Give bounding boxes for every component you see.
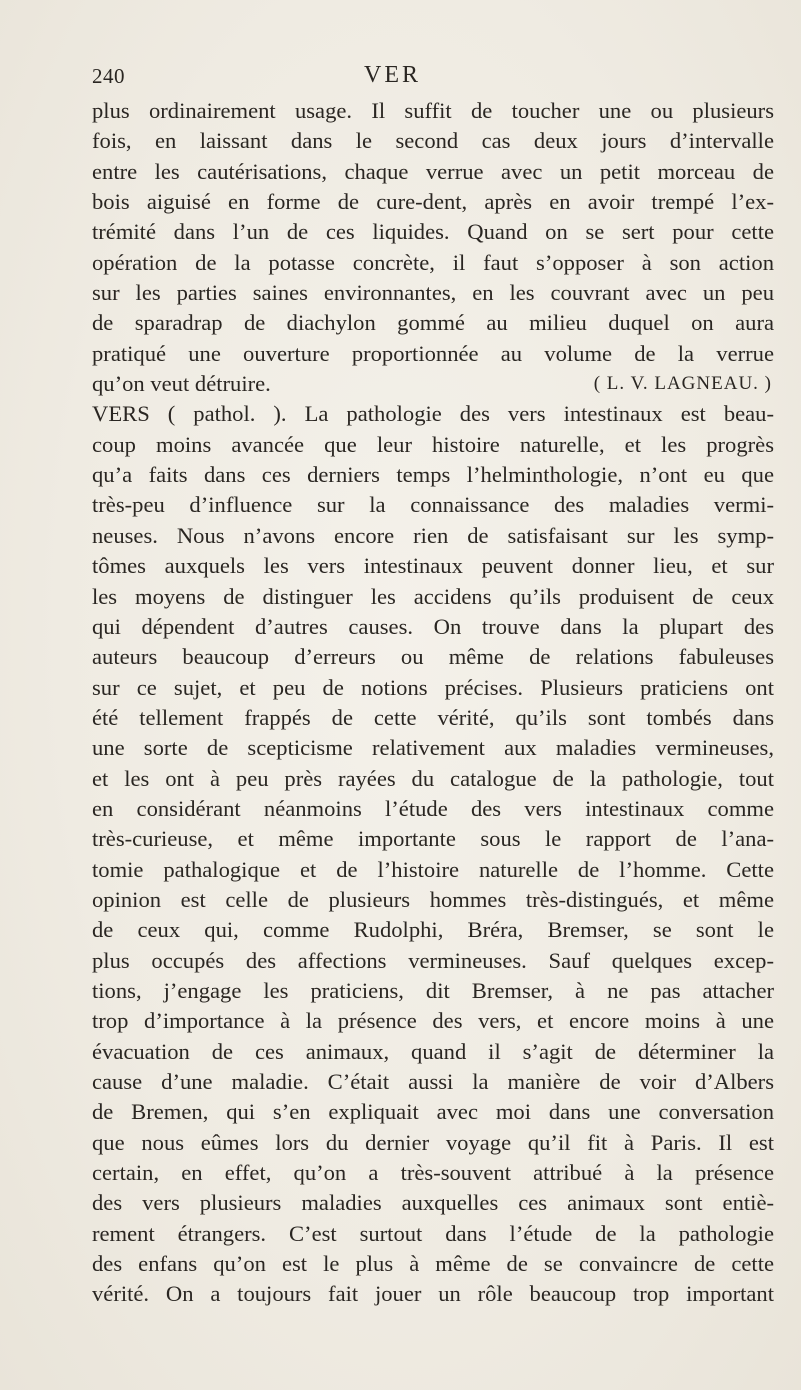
text-line: bois aiguisé en forme de cure-dent, après en avoir trempé l’ex- <box>92 189 774 215</box>
text-line: neuses. Nous n’avons encore rien de satisfaisant sur les symp- <box>92 522 774 548</box>
text-line: coup moins avancée que leur histoire naturelle, et les progrès <box>92 431 774 457</box>
text-line: qu’on veut détruire. <box>92 371 271 397</box>
text-line: cause d’une maladie. C’était aussi la manière de voir d’Albers <box>92 1069 774 1094</box>
text-line: plus occupés des affections vermineuses. Sauf quelques excep- <box>92 947 774 973</box>
text-line: en considérant néanmoins l’étude des vers intestinaux comme <box>92 795 774 821</box>
running-head: VER <box>364 62 421 88</box>
page-header <box>0 64 801 96</box>
text-line: opération de la potasse concrète, il faut s’opposer à son action <box>92 249 774 275</box>
text-line: de sparadrap de diachylon gommé au milieu duquel on aura <box>92 310 774 336</box>
text-line: plus ordinairement usage. Il suffit de toucher une ou plusieurs <box>92 98 774 123</box>
text-line: sur ce sujet, et peu de notions précises. Plusieurs praticiens ont <box>92 674 774 700</box>
text-line: tomie pathalogique et de l’histoire naturelle de l’homme. Cette <box>92 856 774 882</box>
text-line: tions, j’engage les praticiens, dit Bremser, à ne pas attacher <box>92 977 774 1003</box>
text-line: certain, en effet, qu’on a très-souvent attribué à la présence <box>92 1160 774 1186</box>
text-line: trémité dans l’un de ces liquides. Quand on se sert pour cette <box>92 219 774 245</box>
text-line: opinion est celle de plusieurs hommes très-distingués, et même <box>92 886 774 912</box>
text-line: vérité. On a toujours fait jouer un rôle beaucoup trop important <box>92 1281 774 1307</box>
text-line: et les ont à peu près rayées du catalogue de la pathologie, tout <box>92 765 774 791</box>
text-line: très-curieuse, et même importante sous le rapport de l’ana- <box>92 826 774 852</box>
text-line: entre les cautérisations, chaque verrue avec un petit morceau de <box>92 158 774 184</box>
text-line: sur les parties saines environnantes, en les couvrant avec un peu <box>92 280 774 306</box>
text-line: une sorte de scepticisme relativement aux maladies vermineuses, <box>92 735 774 761</box>
text-line: pratiqué une ouverture proportionnée au volume de la verrue <box>92 340 774 366</box>
text-line: des enfans qu’on est le plus à même de se convaincre de cette <box>92 1251 774 1277</box>
text-line: les moyens de distinguer les accidens qu’ils produisent de ceux <box>92 583 774 609</box>
text-line: tômes auxquels les vers intestinaux peuvent donner lieu, et sur <box>92 553 774 579</box>
text-line: très-peu d’influence sur la connaissance des maladies vermi- <box>92 492 774 518</box>
body-text <box>92 96 774 1310</box>
text-line: de Bremen, qui s’en expliquait avec moi dans une conversation <box>92 1099 774 1125</box>
text-line: trop d’importance à la présence des vers, et encore moins à une <box>92 1008 774 1034</box>
text-line: fois, en laissant dans le second cas deux jours d’intervalle <box>92 128 774 154</box>
text-line-with-signature <box>92 369 774 399</box>
text-line: de ceux qui, comme Rudolphi, Bréra, Bremser, se sont le <box>92 917 774 943</box>
author-signature: ( L. V. LAGNEAU. ) <box>593 373 772 395</box>
entry-heading-line: VERS ( pathol. ). La pathologie des vers intestinaux est beau- <box>92 401 774 427</box>
text-line: qui dépendent d’autres causes. On trouve dans la plupart des <box>92 613 774 639</box>
page-number: 240 <box>92 64 125 88</box>
text-line: rement étrangers. C’est surtout dans l’étude de la pathologie <box>92 1220 774 1246</box>
text-line: qu’a faits dans ces derniers temps l’helminthologie, n’ont eu que <box>92 462 774 488</box>
text-line: que nous eûmes lors du dernier voyage qu’il fit à Paris. Il est <box>92 1129 774 1155</box>
text-line: des vers plusieurs maladies auxquelles ces animaux sont entiè- <box>92 1190 774 1216</box>
text-line: auteurs beaucoup d’erreurs ou même de relations fabuleuses <box>92 644 774 670</box>
text-line: évacuation de ces animaux, quand il s’agit de déterminer la <box>92 1038 774 1064</box>
text-line: été tellement frappés de cette vérité, qu’ils sont tombés dans <box>92 704 774 730</box>
